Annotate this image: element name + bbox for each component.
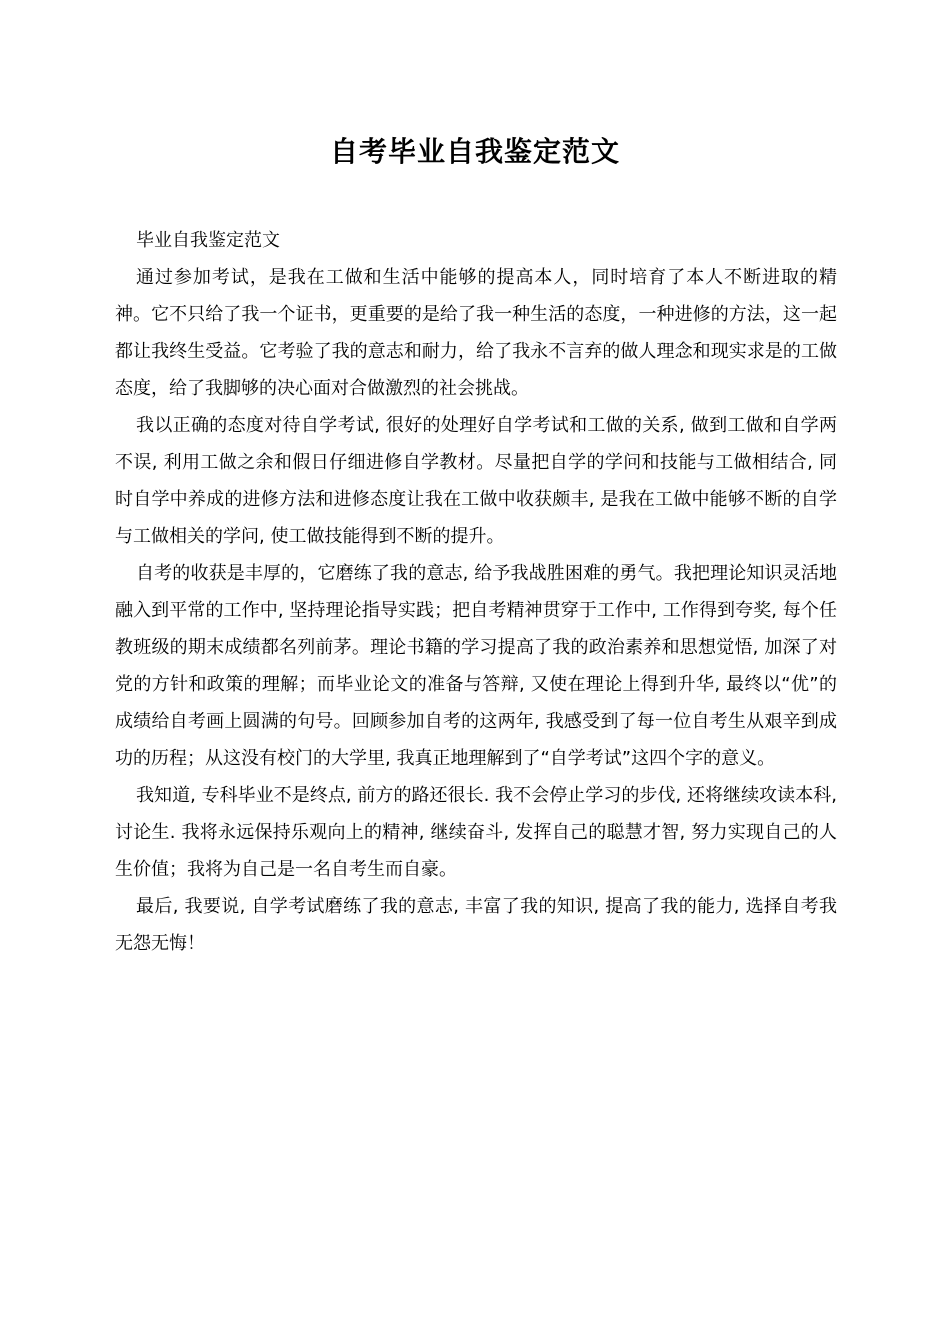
paragraph: 通过参加考试，是我在工做和生活中能够的提高本人，同时培育了本人不断进取的精神。它不只给了我一个证书，更重要的是给了我一种生活的态度，一种进修的方法，这一起都让我终生受益。它考验了我的意志和耐力，给了我永不言弃的做人理念和现实求是的工做态度，给了我脚够的决心面对合做激烈的社会挑战。 — [115, 267, 837, 399]
document-body — [115, 222, 837, 962]
paragraph: 自考的收获是丰厚的，它磨练了我的意志, 给予我战胜困难的勇气。我把理论知识灵活地融入到平常的工作中, 坚持理论指导实践；把自考精神贯穿于工作中, 工作得到夸奖, 每个任教班级的期末成绩都名列前茅。理论书籍的学习提高了我的政治素养和思想觉悟, 加深了对党的方针和政策的理解；而毕业论文的准备与答辩, 又使在理论上得到升华, 最终以“优”的成绩给自考画上圆满的句号。回顾参加自考的这两年, 我感受到了每一位自考生从艰辛到成功的历程；从这没有校门的大学里, 我真正地理解到了“自学考试”这四个字的意义。 — [115, 563, 837, 769]
paragraph: 最后, 我要说, 自学考试磨练了我的意志, 丰富了我的知识, 提高了我的能力, 选择自考我无怨无悔！ — [115, 896, 837, 954]
paragraph: 我以正确的态度对待自学考试, 很好的处理好自学考试和工做的关系, 做到工做和自学两不误, 利用工做之余和假日仔细进修自学教材。尽量把自学的学问和技能与工做相结合, 同时自学中养成的进修方法和进修态度让我在工做中收获颇丰, 是我在工做中能够不断的自学与工做相关的学问, 使工做技能得到不断的提升。 — [115, 415, 837, 547]
page-title: 自考毕业自我鉴定范文 — [329, 135, 620, 168]
paragraph-subtitle: 毕业自我鉴定范文 — [136, 230, 280, 251]
paragraph: 我知道, 专科毕业不是终点, 前方的路还很长. 我不会停止学习的步伐, 还将继续攻读本科, 讨论生. 我将永远保持乐观向上的精神, 继续奋斗, 发挥自己的聪慧才智, 努力实现自己的人生价值；我将为自己是一名自考生而自豪。 — [115, 785, 837, 880]
